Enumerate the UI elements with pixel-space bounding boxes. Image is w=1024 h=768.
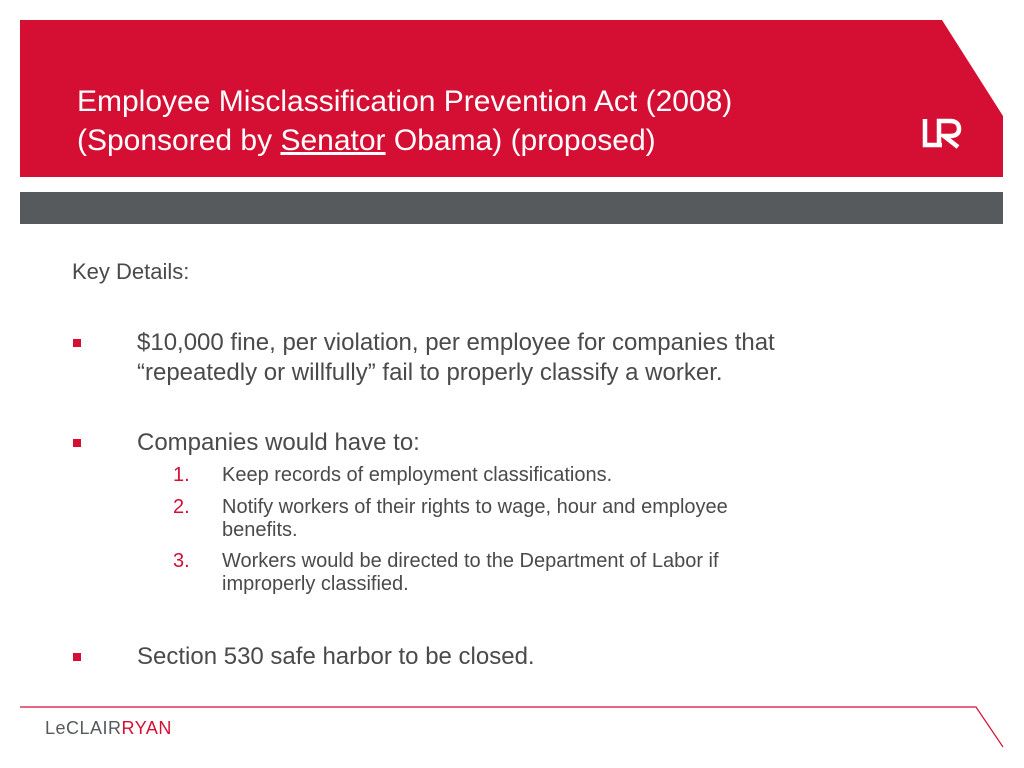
item-number: 3.: [173, 550, 190, 572]
logo-text-part-2: RYAN: [121, 718, 172, 738]
title-line-2-post: Obama) (proposed): [385, 124, 656, 157]
item-number: 2.: [173, 496, 190, 518]
bullet-text-line: $10,000 fine, per violation, per employee for companies that: [137, 329, 775, 356]
key-details-heading: Key Details:: [72, 259, 190, 284]
bullet-text-line: “repeatedly or willfully” fail to properly classify a worker.: [137, 359, 723, 386]
item-text-line: Workers would be directed to the Department of Labor if: [222, 550, 719, 572]
item-text-line: benefits.: [222, 519, 298, 541]
item-text-line: Notify workers of their rights to wage, hour and employee: [222, 496, 728, 518]
logo-text-part-1: LeCLAIR: [45, 718, 122, 738]
title-line-2-pre: (Sponsored by: [77, 124, 281, 157]
leclairryan-logo: [45, 718, 172, 739]
item-number: 1.: [173, 464, 190, 486]
bullet-text-line: Companies would have to:: [137, 429, 420, 456]
item-text-line: improperly classified.: [222, 573, 409, 595]
bullet-text-line: Section 530 safe harbor to be closed.: [137, 643, 535, 670]
item-text-line: Keep records of employment classifications.: [222, 464, 613, 486]
title-line-1: Employee Misclassification Prevention Act (2008): [77, 85, 733, 118]
square-bullet-icon: [73, 339, 81, 347]
square-bullet-icon: [73, 439, 81, 447]
senator-link[interactable]: Senator: [280, 124, 386, 157]
square-bullet-icon: [73, 653, 81, 661]
